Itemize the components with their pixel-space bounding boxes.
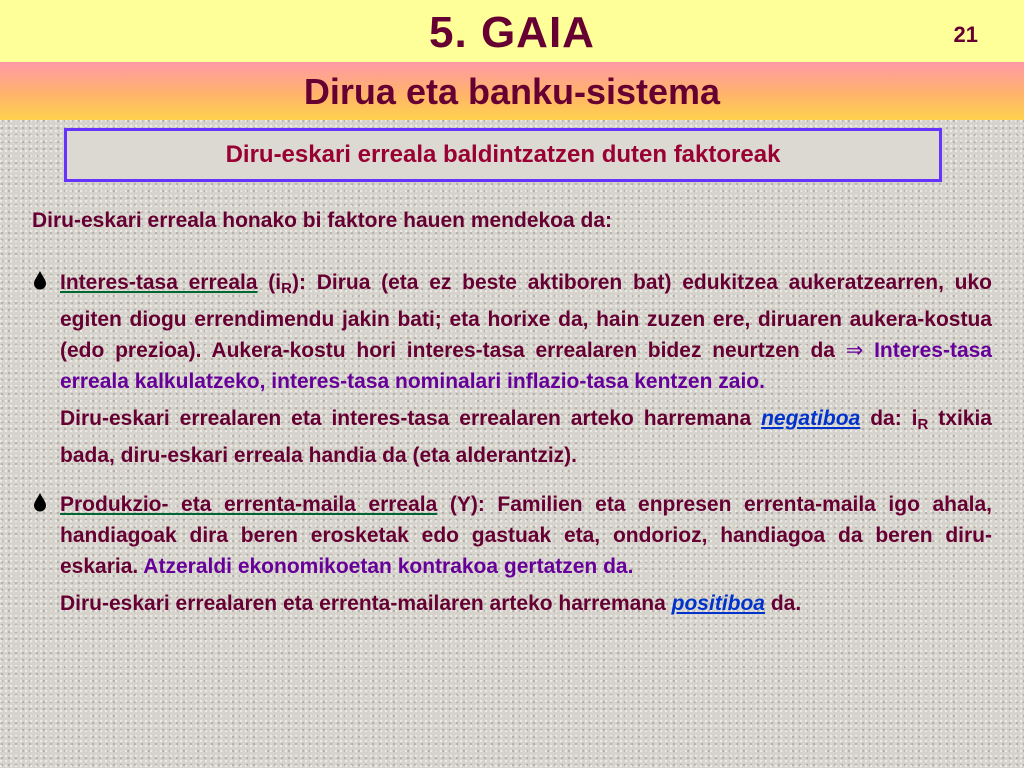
drop-icon: [32, 267, 48, 298]
intro-text: Diru-eskari erreala honako bi faktore hauen mendekoa da:: [32, 209, 613, 232]
slide-subtitle: Dirua eta banku-sistema: [303, 71, 721, 112]
topic-box: [64, 128, 942, 182]
factor2-name: Produkzio- eta errenta-maila erreala: [60, 493, 438, 516]
negative-link[interactable]: negatiboa: [761, 407, 861, 430]
factor2-symbol: (Y):: [437, 493, 485, 516]
factor2-relation-b: da.: [765, 592, 802, 615]
slide-title: 5. GAIA: [429, 8, 595, 57]
positive-link[interactable]: positiboa: [671, 592, 765, 615]
slide-content: [32, 205, 992, 619]
factor1-relation-sub: R: [917, 416, 929, 433]
factor1-relation-c: txikia bada, diru-eskari erreala handia da (eta alderantziz).: [60, 407, 992, 467]
implies-arrow: ⇒: [845, 339, 864, 362]
factor1-highlight: Interes-tasa erreala: [60, 339, 992, 393]
factor1-text: Dirua (eta ez beste aktiboren bat) edukitzea aukeratzearren, uko egiten diogu errendimendu jakin bati; eta horixe da, hain zuzen ere, diruaren aukera-kostua (edo prezioa). Aukera-kostu hori interes-tasa errealaren bidez neurtzen da: [60, 271, 992, 362]
factor2-highlight: Atzeraldi ekonomikoetan kontrakoa gertatzen da.: [138, 555, 634, 578]
factor1-rest: kalkulatzeko, interes-tasa nominalari inflazio-tasa kentzen zaio.: [128, 370, 765, 393]
page-number: 21: [953, 22, 978, 47]
factor1-relation-b: da: i: [860, 407, 918, 430]
topic-title: Diru-eskari erreala baldintzatzen duten faktoreak: [225, 141, 781, 168]
factor-income-level: [32, 489, 992, 582]
factor2-relation: [32, 588, 992, 619]
factor2-relation-text: Diru-eskari errealaren eta errenta-mailaren arteko harremana: [60, 592, 672, 615]
factor2-text: Familien eta enpresen errenta-maila igo ahala, handiagoak dira beren erosketak edo gastuak eta, ondorioz, handiagoa da beren diru-eskaria.: [60, 493, 992, 578]
factor1-relation-text: Diru-eskari errealaren eta interes-tasa errealaren arteko harremana: [60, 407, 762, 430]
factor-interest-rate: [32, 267, 992, 397]
factor1-relation: [32, 403, 992, 471]
drop-icon: [32, 489, 48, 520]
factor1-name: Interes-tasa erreala: [60, 271, 258, 294]
factor1-symbol: (iR):: [268, 271, 306, 297]
